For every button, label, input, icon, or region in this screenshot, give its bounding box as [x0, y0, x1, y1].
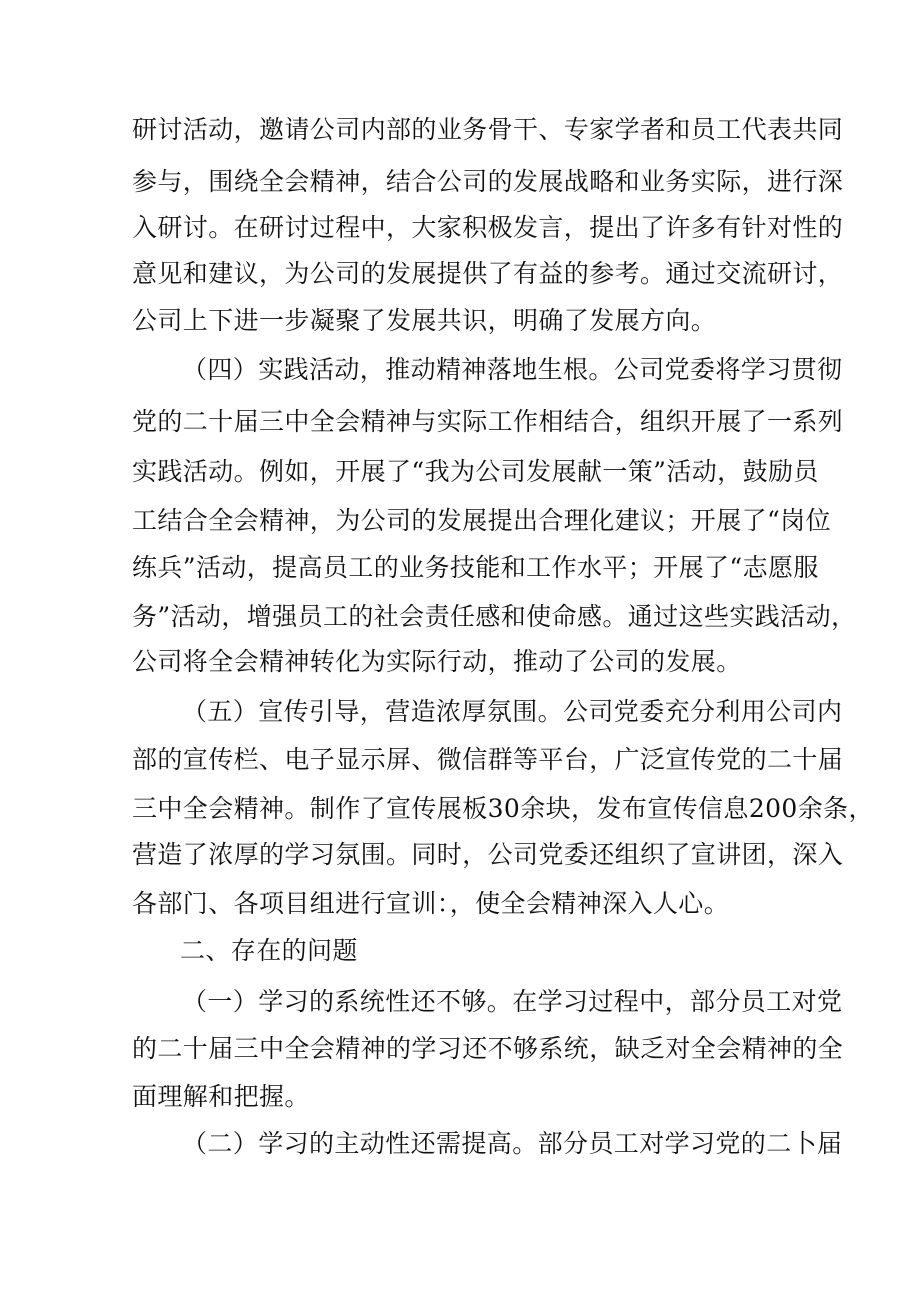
section-heading: 二、存在的问题	[180, 936, 358, 965]
section-paragraph-four: （四）实践活动，推动精神落地生根。公司党委将学习贯彻	[182, 355, 843, 384]
paragraph-line: 务”活动，增强员工的社会责任感和使命感。通过这些实践活动，	[132, 602, 857, 631]
paragraph-line: 部的宣传栏、电子显示屏、微信群等平台，广泛宣传党的二十届	[132, 745, 844, 774]
issue-paragraph-one: （一）学习的系统性还不够。在学习过程中，部分员工对党	[182, 987, 843, 1016]
paragraph-line: 的二十届三中全会精神的学习还不够系统，缺乏对全会精神的全	[132, 1034, 844, 1063]
paragraph-line: 党的二十届三中全会精神与实际工作相结合，组织开展了一系列	[132, 407, 844, 436]
paragraph-line: 意见和建议，为公司的发展提供了有益的参考。通过交流研讨，	[132, 259, 844, 288]
paragraph-line: 研讨活动，邀请公司内部的业务骨干、专家学者和员工代表共同	[132, 115, 844, 144]
paragraph-line: 参与，围绕全会精神，结合公司的发展战略和业务实际，进行深	[132, 167, 844, 196]
paragraph-line: 工结合全会精神，为公司的发展提出合理化建议；开展了“岗位	[132, 506, 831, 535]
paragraph-line: 各部门、各项目组进行宣训：，使全会精神深入人心。	[132, 889, 730, 918]
paragraph-line: 公司上下进一步凝聚了发展共识，明确了发展方向。	[132, 306, 717, 335]
paragraph-line: 营造了浓厚的学习氛围。同时，公司党委还组织了宣讲团，深入	[132, 840, 844, 869]
section-paragraph-five: （五）宣传引导，营造浓厚氛围。公司党委充分利用公司内	[182, 697, 843, 726]
paragraph-line: 入研讨。在研讨过程中，大家积极发言，提出了许多有针对性的	[132, 213, 844, 242]
paragraph-line: 实践活动。例如，开展了“我为公司发展献一策”活动，鼓励员	[132, 457, 819, 486]
paragraph-line: 面理解和把握。	[132, 1082, 310, 1111]
paragraph-line: 三中全会精神。制作了宣传展板30余块，发布宣传信息200余条，	[132, 794, 874, 823]
paragraph-line: 练兵”活动，提高员工的业务技能和工作水平；开展了“志愿服	[132, 553, 819, 582]
paragraph-line: 公司将全会精神转化为实际行动，推动了公司的发展。	[132, 647, 742, 676]
issue-paragraph-two: （二）学习的主动性还需提高。部分员工对学习党的二卜届	[182, 1129, 843, 1158]
